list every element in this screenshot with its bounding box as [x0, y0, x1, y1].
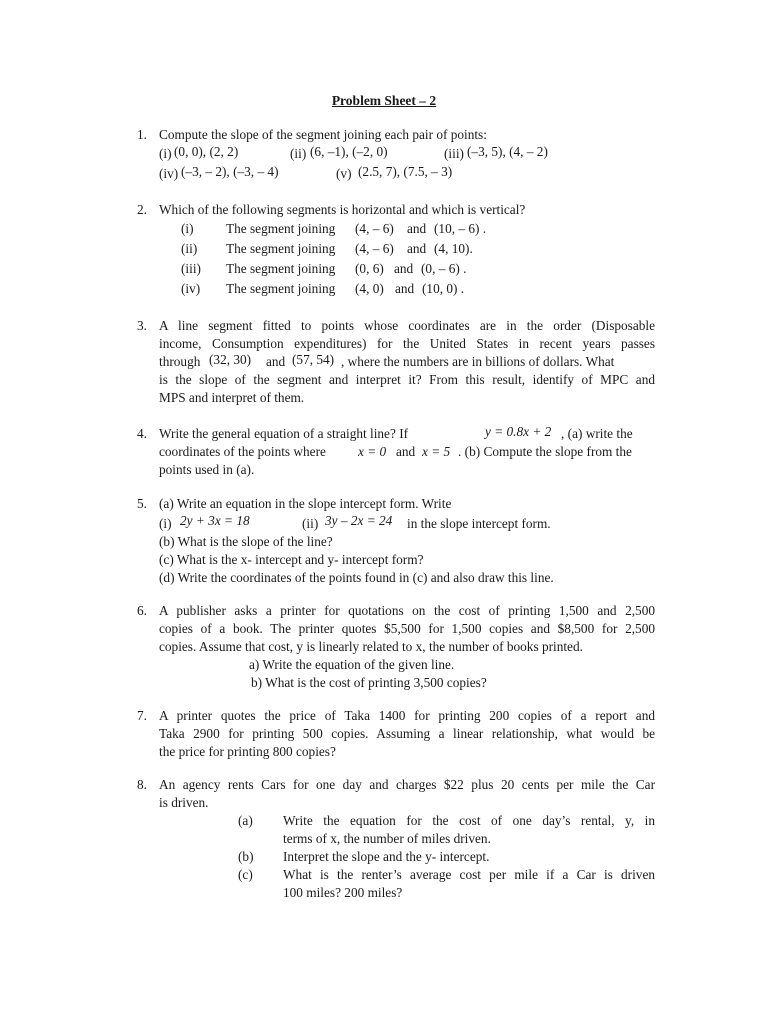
- q5-line-3: (b) What is the slope of the line?: [159, 534, 333, 549]
- q1-v-label: (v): [336, 166, 352, 181]
- q4-line-2c: . (b) Compute the slope from the: [458, 444, 632, 459]
- q4-line-3: points used in (a).: [159, 462, 255, 477]
- q8-b-line-1: Interpret the slope and the y- intercept.: [283, 849, 490, 864]
- q2-item-text: The segment joining: [226, 261, 336, 276]
- q2-item-text: The segment joining: [226, 241, 336, 256]
- q1-i-label: (i): [159, 146, 172, 161]
- q2-item-text: The segment joining: [226, 221, 336, 236]
- q1-number: 1.: [137, 127, 147, 142]
- q1-text: Compute the slope of the segment joining each pair of points:: [159, 127, 487, 142]
- q5-number: 5.: [137, 496, 147, 511]
- q2-number: 2.: [137, 202, 147, 217]
- q5-ii-label: (ii): [302, 516, 319, 531]
- q5-line-1: (a) Write an equation in the slope intercept form. Write: [159, 496, 452, 511]
- q8-a-line-1: Write the equation for the cost of one day’s rental, y, in: [283, 813, 655, 828]
- q5-ii-tail: in the slope intercept form.: [407, 516, 551, 531]
- q2-item-point-b: (10, 0) .: [422, 281, 465, 296]
- q2-item-label: (i): [181, 221, 194, 236]
- q3-and: and: [266, 354, 286, 369]
- q6-part-b: b) What is the cost of printing 3,500 copies?: [251, 675, 487, 690]
- q4-eq-x5: x = 5: [422, 444, 451, 459]
- q2-item-text: The segment joining: [226, 281, 336, 296]
- q5-line-5: (d) Write the coordinates of the points found in (c) and also draw this line.: [159, 570, 554, 585]
- q3-line-2: income, Consumption expenditures) for the United States in recent years passes: [159, 336, 655, 351]
- q1-iii-points: (–3, 5), (4, – 2): [467, 144, 548, 159]
- q3-number: 3.: [137, 318, 147, 333]
- q4-and: and: [396, 444, 416, 459]
- q6-line-2: copies of a book. The printer quotes $5,500 for 1,500 copies and $8,500 for 2,500: [159, 621, 655, 636]
- q3-line-1: A line segment fitted to points whose coordinates are in the order (Disposable: [159, 318, 655, 333]
- q4-equation: y = 0.8x + 2: [485, 424, 552, 439]
- q4-line-2a: coordinates of the points where: [159, 444, 326, 459]
- q5-ii-equation: 3y – 2x = 24: [325, 513, 393, 528]
- q8-b-label: (b): [238, 849, 254, 864]
- q3-point-a: (32, 30): [209, 352, 252, 367]
- q8-line-1: An agency rents Cars for one day and charges $22 plus 20 cents per mile the Car: [159, 777, 655, 792]
- q1-v-points: (2.5, 7), (7.5, – 3): [358, 164, 453, 179]
- q2-item-label: (iv): [181, 281, 201, 296]
- q3-point-b: (57, 54): [292, 352, 335, 367]
- q6-part-a: a) Write the equation of the given line.: [249, 657, 455, 672]
- q8-number: 8.: [137, 777, 147, 792]
- q3-line-5: MPS and interpret of them.: [159, 390, 305, 405]
- q6-line-3: copies. Assume that cost, y is linearly related to x, the number of books printed.: [159, 639, 583, 654]
- q2-item-point-a: (0, 6): [355, 261, 384, 276]
- q8-c-label: (c): [238, 867, 253, 882]
- q4-number: 4.: [137, 426, 147, 441]
- q2-item-and: and: [394, 261, 414, 276]
- q7-number: 7.: [137, 708, 147, 723]
- q2-item-and: and: [407, 241, 427, 256]
- q8-line-2: is driven.: [159, 795, 209, 810]
- q6-line-1: A publisher asks a printer for quotations on the cost of printing 1,500 and 2,500: [159, 603, 655, 618]
- q2-item-label: (iii): [181, 261, 201, 276]
- q2-item-point-a: (4, 0): [355, 281, 384, 296]
- q3-line-3e: , where the numbers are in billions of dollars. What: [341, 354, 615, 369]
- q8-a-line-2: terms of x, the number of miles driven.: [283, 831, 491, 846]
- q1-iii-label: (iii): [444, 146, 464, 161]
- q4-line-1b: , (a) write the: [561, 426, 633, 441]
- q8-c-line-2: 100 miles? 200 miles?: [283, 885, 403, 900]
- q7-line-1: A printer quotes the price of Taka 1400 for printing 200 copies of a report and: [159, 708, 655, 723]
- q1-i-points: (0, 0), (2, 2): [174, 144, 239, 159]
- q5-i-equation: 2y + 3x = 18: [180, 513, 250, 528]
- q5-line-4: (c) What is the x- intercept and y- intercept form?: [159, 552, 424, 567]
- q5-i-label: (i): [159, 516, 172, 531]
- q1-ii-label: (ii): [290, 146, 307, 161]
- q1-iv-label: (iv): [159, 166, 179, 181]
- q8-a-label: (a): [238, 813, 253, 828]
- q2-item-and: and: [407, 221, 427, 236]
- q4-line-1a: Write the general equation of a straight line? If: [159, 426, 409, 441]
- q6-number: 6.: [137, 603, 147, 618]
- q2-item-point-b: (10, – 6) .: [434, 221, 487, 236]
- page-title: Problem Sheet – 2: [331, 93, 437, 108]
- q1-ii-points: (6, –1), (–2, 0): [310, 144, 388, 159]
- q4-eq-x0: x = 0: [358, 444, 387, 459]
- q3-line-3a: through: [159, 354, 201, 369]
- q7-line-3: the price for printing 800 copies?: [159, 744, 336, 759]
- q2-item-point-a: (4, – 6): [355, 221, 394, 236]
- q8-c-line-1: What is the renter’s average cost per mile if a Car is driven: [283, 867, 655, 882]
- q2-item-and: and: [395, 281, 415, 296]
- q2-item-point-a: (4, – 6): [355, 241, 394, 256]
- q1-iv-points: (–3, – 2), (–3, – 4): [181, 164, 279, 179]
- q2-text: Which of the following segments is horizontal and which is vertical?: [159, 202, 526, 217]
- q7-line-2: Taka 2900 for printing 500 copies. Assuming a linear relationship, what would be: [159, 726, 655, 741]
- q2-item-label: (ii): [181, 241, 198, 256]
- q3-line-4: is the slope of the segment and interpret it? From this result, identify of MPC and: [159, 372, 655, 387]
- q2-item-point-b: (4, 10).: [434, 241, 473, 256]
- q2-item-point-b: (0, – 6) .: [421, 261, 467, 276]
